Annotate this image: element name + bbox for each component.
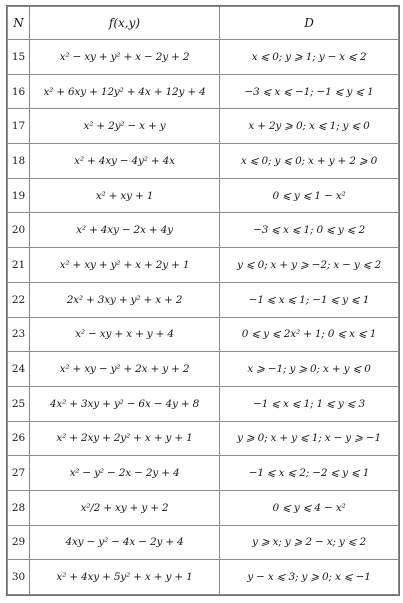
function-cell: x² + 4xy + 5y² + x + y + 1 — [30, 560, 220, 595]
domain-cell: y ⩽ 0; x + y ⩾ −2; x − y ⩽ 2 — [220, 248, 399, 283]
row-number: 26 — [8, 421, 30, 456]
function-cell: x² + 6xy + 12y² + 4x + 12y + 4 — [30, 74, 220, 109]
domain-cell: x ⩽ 0; y ⩾ 1; y − x ⩽ 2 — [220, 40, 399, 75]
problem-table-sheet — [6, 5, 400, 596]
domain-cell: −1 ⩽ x ⩽ 1; −1 ⩽ y ⩽ 1 — [220, 282, 399, 317]
table-row — [8, 178, 399, 213]
table-row — [8, 317, 399, 352]
row-number: 21 — [8, 248, 30, 283]
table-row — [8, 560, 399, 595]
function-cell: x² + xy − y² + 2x + y + 2 — [30, 352, 220, 387]
table-row — [8, 248, 399, 283]
table-row — [8, 144, 399, 179]
row-number: 22 — [8, 282, 30, 317]
function-cell: x² + xy + y² + x + 2y + 1 — [30, 248, 220, 283]
domain-cell: x ⩾ −1; y ⩾ 0; x + y ⩽ 0 — [220, 352, 399, 387]
table-row — [8, 352, 399, 387]
domain-cell: −3 ⩽ x ⩽ 1; 0 ⩽ y ⩽ 2 — [220, 213, 399, 248]
table-row — [8, 421, 399, 456]
table-row — [8, 40, 399, 75]
function-cell: x² + 2xy + 2y² + x + y + 1 — [30, 421, 220, 456]
header-n: N — [8, 7, 30, 40]
domain-cell: 0 ⩽ y ⩽ 2x² + 1; 0 ⩽ x ⩽ 1 — [220, 317, 399, 352]
table-row — [8, 525, 399, 560]
domain-cell: −1 ⩽ x ⩽ 2; −2 ⩽ y ⩽ 1 — [220, 456, 399, 491]
domain-cell: 0 ⩽ y ⩽ 4 − x² — [220, 490, 399, 525]
row-number: 17 — [8, 109, 30, 144]
row-number: 29 — [8, 525, 30, 560]
table-row — [8, 386, 399, 421]
function-cell: 2x² + 3xy + y² + x + 2 — [30, 282, 220, 317]
function-cell: 4xy − y² − 4x − 2y + 4 — [30, 525, 220, 560]
function-cell: x² + 4xy − 2x + 4y — [30, 213, 220, 248]
table-row — [8, 456, 399, 491]
function-cell: x² + 2y² − x + y — [30, 109, 220, 144]
row-number: 19 — [8, 178, 30, 213]
row-number: 15 — [8, 40, 30, 75]
domain-cell: x + 2y ⩾ 0; x ⩽ 1; y ⩽ 0 — [220, 109, 399, 144]
function-cell: x² + xy + 1 — [30, 178, 220, 213]
table-body — [8, 40, 399, 595]
row-number: 23 — [8, 317, 30, 352]
row-number: 25 — [8, 386, 30, 421]
function-cell: 4x² + 3xy + y² − 6x − 4y + 8 — [30, 386, 220, 421]
row-number: 24 — [8, 352, 30, 387]
function-cell: x² − xy + x + y + 4 — [30, 317, 220, 352]
domain-cell: −1 ⩽ x ⩽ 1; 1 ⩽ y ⩽ 3 — [220, 386, 399, 421]
table-row — [8, 213, 399, 248]
problem-table — [7, 6, 399, 595]
row-number: 20 — [8, 213, 30, 248]
function-cell: x² + 4xy − 4y² + 4x — [30, 144, 220, 179]
table-row — [8, 282, 399, 317]
table-row — [8, 109, 399, 144]
function-cell: x² − y² − 2x − 2y + 4 — [30, 456, 220, 491]
row-number: 28 — [8, 490, 30, 525]
domain-cell: x ⩽ 0; y ⩽ 0; x + y + 2 ⩾ 0 — [220, 144, 399, 179]
row-number: 27 — [8, 456, 30, 491]
domain-cell: y ⩾ x; y ⩾ 2 − x; y ⩽ 2 — [220, 525, 399, 560]
table-row — [8, 74, 399, 109]
domain-cell: 0 ⩽ y ⩽ 1 − x² — [220, 178, 399, 213]
domain-cell: y ⩾ 0; x + y ⩽ 1; x − y ⩾ −1 — [220, 421, 399, 456]
header-row — [8, 7, 399, 40]
function-cell: x² − xy + y² + x − 2y + 2 — [30, 40, 220, 75]
header-function: f(x,y) — [30, 7, 220, 40]
domain-cell: −3 ⩽ x ⩽ −1; −1 ⩽ y ⩽ 1 — [220, 74, 399, 109]
domain-cell: y − x ⩽ 3; y ⩾ 0; x ⩽ −1 — [220, 560, 399, 595]
header-domain: D — [220, 7, 399, 40]
row-number: 16 — [8, 74, 30, 109]
row-number: 18 — [8, 144, 30, 179]
table-row — [8, 490, 399, 525]
function-cell: x²/2 + xy + y + 2 — [30, 490, 220, 525]
row-number: 30 — [8, 560, 30, 595]
